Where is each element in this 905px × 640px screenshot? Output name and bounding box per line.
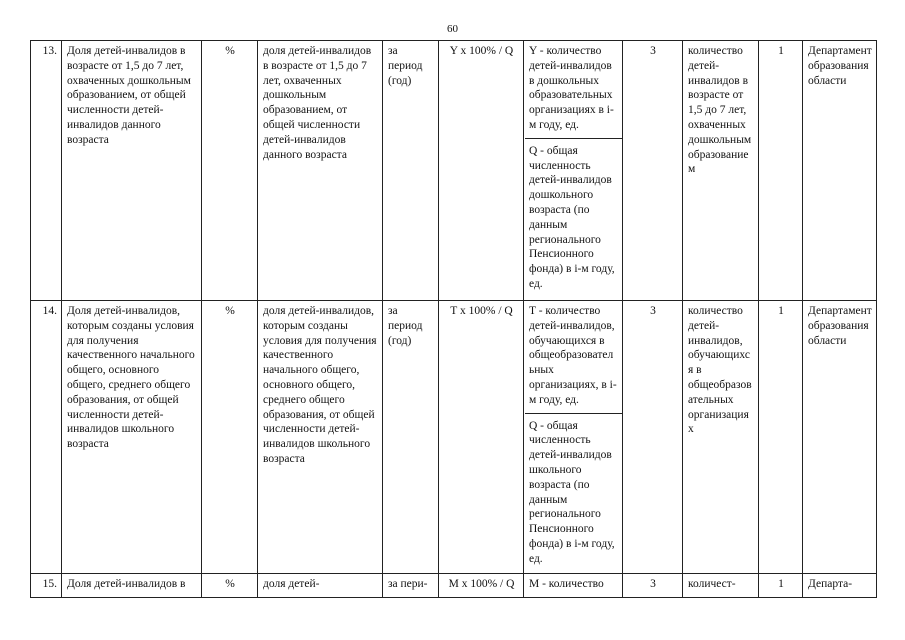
code2-cell: 1 [759, 574, 803, 598]
variable-1: T - количество детей-инвалидов, обучающихся в общеобразовательных организациях, в i-м году, ед. [529, 305, 617, 406]
responsible-cell: Департамент образования области [803, 301, 877, 574]
formula-cell: M x 100% / Q [439, 574, 524, 598]
code-cell: 3 [623, 574, 683, 598]
unit-cell: % [202, 574, 258, 598]
page-number: 60 [447, 23, 458, 35]
table-row [31, 301, 877, 574]
indicator-name: Доля детей-инвалидов, которым созданы условия для получения качественного начального общего, основного общего, среднего общего образования, от общей численности детей-инвалидов школьного возраста [62, 301, 202, 574]
period-cell: за пери- [383, 574, 439, 598]
code-cell: 3 [623, 301, 683, 574]
variable-2: Q - общая численность детей-инвалидов дошкольного возраста (по данным регионального Пенсионного фонда) в i-м году, ед. [529, 144, 615, 290]
variables-cell [524, 301, 623, 574]
indicator-name: Доля детей-инвалидов в возрасте от 1,5 до 7 лет, охваченных дошкольным образованием, от общей численности детей-инвалидов данного возраста [62, 41, 202, 301]
formula-cell: T x 100% / Q [439, 301, 524, 574]
indicator-name: Доля детей-инвалидов в [62, 574, 202, 598]
basis-cell: количество детей-инвалидов, обучающихся в общеобразовательных организациях [683, 301, 759, 574]
formula-cell: Y x 100% / Q [439, 41, 524, 301]
variables-cell [524, 41, 623, 301]
unit-cell: % [202, 301, 258, 574]
row-number: 15. [31, 574, 62, 598]
indicator-table [30, 40, 877, 598]
variables-cell [524, 574, 623, 598]
definition-cell: доля детей-инвалидов, которым созданы условия для получения качественного начального общего, основного общего, среднего общего образования, от общей численности детей-инвалидов школьного возраста [258, 301, 383, 574]
basis-cell: количест- [683, 574, 759, 598]
variable-divider [525, 138, 622, 139]
period-cell: за период (год) [383, 41, 439, 301]
row-number: 14. [31, 301, 62, 574]
period-cell: за период (год) [383, 301, 439, 574]
variable-2: Q - общая численность детей-инвалидов школьного возраста (по данным регионального Пенсионного фонда) в i-м году, ед. [529, 419, 615, 565]
code2-cell: 1 [759, 41, 803, 301]
definition-cell: доля детей- [258, 574, 383, 598]
variable-1: Y - количество детей-инвалидов в дошкольных образовательных организациях в i-м году, ед. [529, 45, 614, 131]
code-cell: 3 [623, 41, 683, 301]
unit-cell: % [202, 41, 258, 301]
table-row [31, 574, 877, 598]
variable-1: M - количество [529, 578, 604, 590]
table-row [31, 41, 877, 301]
variable-divider [525, 413, 622, 414]
responsible-cell: Департа- [803, 574, 877, 598]
code2-cell: 1 [759, 301, 803, 574]
definition-cell: доля детей-инвалидов в возрасте от 1,5 до 7 лет, охваченных дошкольным образованием, от общей численности детей-инвалидов данного возраста [258, 41, 383, 301]
row-number: 13. [31, 41, 62, 301]
responsible-cell: Департамент образования области [803, 41, 877, 301]
basis-cell: количество детей-инвалидов в возрасте от 1,5 до 7 лет, охваченных дошкольным образованием [683, 41, 759, 301]
